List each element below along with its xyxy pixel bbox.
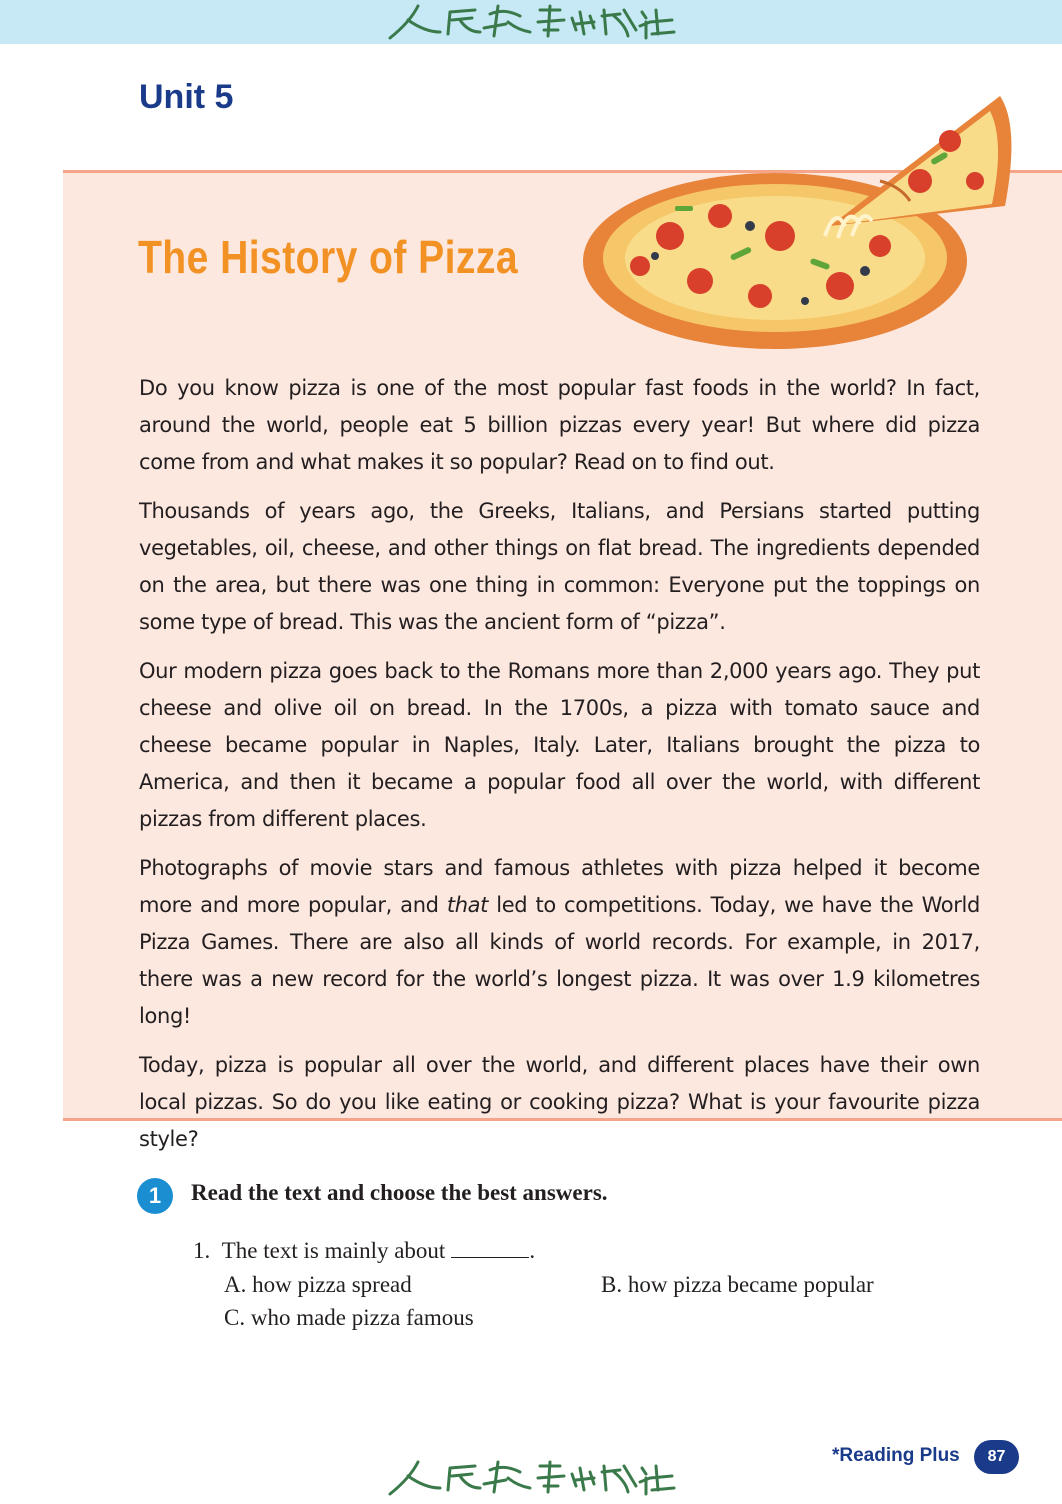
publisher-logo-top [380,2,680,42]
page-number: 87 [974,1440,1019,1474]
question-end: . [529,1238,536,1263]
exercise-number-badge: 1 [137,1178,173,1214]
emphasized-word: that [446,893,489,917]
paragraph-text: led to competitions. Today, we have the World Pizza Games. There are also all kinds of world records. For example, in 2017, there was a new record for the world’s longest pizza. It was over 1.9 kilometres long! [139,893,980,1028]
paragraph: Thousands of years ago, the Greeks, Italians, and Persians started putting vegetables, oil, cheese, and other things on flat bread. The ingredients depended on the area, but there was one thing in common: Everyone put the toppings on some type of bread. This was the ancient form of “pizza”. [139,499,980,634]
paragraph: Today, pizza is popular all over the world, and different places have their own local pizzas. So do you like eating or cooking pizza? What is your favourite pizza style? [139,1053,980,1151]
answer-blank[interactable] [451,1240,529,1258]
option-a[interactable]: A. how pizza spread [224,1272,412,1297]
pizza-illustration [580,86,1020,356]
paragraph-text: Photographs of movie stars and famous athletes with pizza helped it become more and more popular, and [139,856,980,917]
article-title: The History of Pizza [138,231,519,283]
article-body [139,370,980,1158]
unit-title: Unit 5 [139,78,234,116]
section-label: *Reading Plus [832,1445,960,1466]
paragraph: Our modern pizza goes back to the Romans more than 2,000 years ago. They put cheese and olive oil on bread. In the 1700s, a pizza with tomato sauce and cheese became popular in Naples, Italy. Later, Italians brought the pizza to America, and then it became a popular food all over the world, with different pizzas from different places. [139,659,980,831]
paragraph [139,850,980,1035]
publisher-logo-bottom [380,1458,680,1498]
option-c[interactable]: C. who made pizza famous [224,1305,474,1330]
paragraph: Do you know pizza is one of the most popular fast foods in the world? In fact, around the world, people eat 5 billion pizzas every year! But where did pizza come from and what makes it so popular? Read on to find out. [139,376,980,474]
question-number: 1. [193,1238,211,1263]
question-text: The text is mainly about [221,1238,446,1263]
question-stem [193,1238,535,1264]
exercise-instruction: Read the text and choose the best answers. [191,1180,608,1205]
option-b[interactable]: B. how pizza became popular [601,1272,874,1297]
